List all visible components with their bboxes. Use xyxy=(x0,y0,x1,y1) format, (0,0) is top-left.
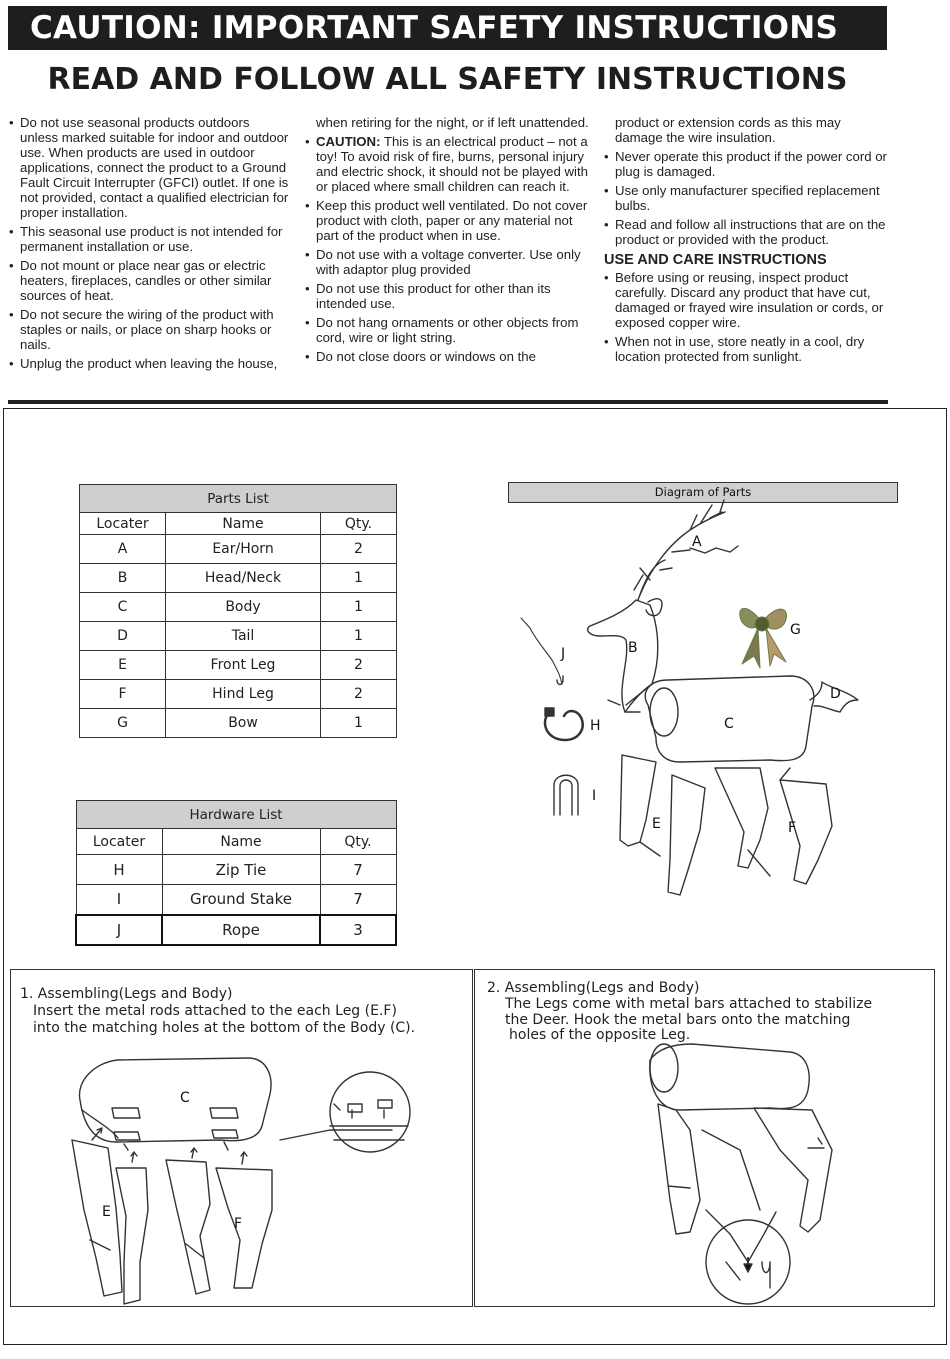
instruction-item: • Do not use this product for other than its intended use. xyxy=(305,281,551,311)
step2-title: 2. Assembling(Legs and Body) xyxy=(487,980,700,996)
care-heading: USE AND CARE INSTRUCTIONS xyxy=(604,252,827,268)
instruction-item: • This seasonal use product is not intended for permanent installation or use. xyxy=(9,224,283,254)
bow-g xyxy=(740,608,787,668)
step1-title: 1. Assembling(Legs and Body) xyxy=(20,986,233,1002)
table-row: B Head/Neck 1 xyxy=(80,564,397,593)
label-b: B xyxy=(628,640,638,656)
diagram-title: Diagram of Parts xyxy=(508,482,898,503)
ear xyxy=(646,599,662,616)
instruction-item: • Do not use with a voltage converter. Use only with adaptor plug provided xyxy=(305,247,581,277)
page-subtitle: READ AND FOLLOW ALL SAFETY INSTRUCTIONS xyxy=(47,62,848,97)
label-g: G xyxy=(790,622,801,638)
column-header: Locater xyxy=(76,829,162,855)
table-row: D Tail 1 xyxy=(80,622,397,651)
label-f: F xyxy=(788,820,797,836)
instruction-item: • Do not mount or place near gas or electric heaters, fireplaces, candles or other similar sources of heat. xyxy=(9,258,272,303)
head-neck-b xyxy=(588,600,658,712)
table-row: I Ground Stake 7 xyxy=(76,885,396,915)
label-h: H xyxy=(590,718,601,734)
table-row: A Ear/Horn 2 xyxy=(80,535,397,564)
rope-j xyxy=(521,618,562,684)
instruction-continued: when retiring for the night, or if left unattended. xyxy=(316,115,589,130)
instruction-item: • Do not close doors or windows on the xyxy=(305,349,536,364)
step1-text-line1: Insert the metal rods attached to the each Leg (E.F) xyxy=(33,1003,397,1019)
column-header: Qty. xyxy=(321,513,397,535)
instruction-item: • Do not hang ornaments or other objects from cord, wire or light string. xyxy=(305,315,579,345)
instruction-item: • Never operate this product if the power cord or plug is damaged. xyxy=(604,149,887,179)
hind-leg-f xyxy=(715,768,768,868)
table-row: F Hind Leg 2 xyxy=(80,680,397,709)
instruction-item: • Keep this product well ventilated. Do not cover product with cloth, paper or any material not part of the product when in use. xyxy=(305,198,588,243)
caution-banner: CAUTION: IMPORTANT SAFETY INSTRUCTIONS xyxy=(8,6,887,50)
care-item: • When not in use, store neatly in a cool, dry location protected from sunlight. xyxy=(604,334,865,364)
instruction-item: • Unplug the product when leaving the house, xyxy=(9,356,278,371)
step2-text-line2: the Deer. Hook the metal bars onto the matching xyxy=(505,1012,851,1028)
step1-text-line2: into the matching holes at the bottom of the Body (C). xyxy=(33,1020,416,1036)
instruction-item: • Use only manufacturer specified replacement bulbs. xyxy=(604,183,880,213)
column-header: Locater xyxy=(80,513,166,535)
reindeer-diagram xyxy=(521,500,858,895)
table-row: J Rope 3 xyxy=(76,915,396,945)
antler-a xyxy=(640,500,738,595)
parts-list-title: Parts List xyxy=(80,485,397,513)
caution-item: • CAUTION: This is an electrical product – not a toy! To avoid risk of fire, burns, personal injury and electric shock, it should not be played with or placed where small children can reach it. xyxy=(305,134,588,194)
column-header: Name xyxy=(162,829,320,855)
step1-label-c: C xyxy=(180,1090,190,1106)
step2-text-line1: The Legs come with metal bars attached to stabilize xyxy=(505,996,873,1012)
hardware-list-title: Hardware List xyxy=(76,801,396,829)
step1-label-e: E xyxy=(102,1204,111,1220)
step1-label-f: F xyxy=(234,1216,243,1232)
instruction-item: • Do not use seasonal products outdoors unless marked suitable for indoor and outdoor use. When products are used in outdoor applications, connect the product to a Ground Fault Circuit Interrupter (GFCI) outlet. If one is not provided, contact a qualified electrician for proper installation. xyxy=(9,115,289,220)
label-i: I xyxy=(592,788,597,804)
ground-stake-i xyxy=(554,775,578,815)
instruction-continued: product or extension cords as this may damage the wire insulation. xyxy=(615,115,841,145)
column-header: Name xyxy=(166,513,321,535)
table-row: H Zip Tie 7 xyxy=(76,855,396,885)
label-a: A xyxy=(692,534,702,550)
label-e: E xyxy=(652,816,661,832)
label-j: J xyxy=(561,646,566,662)
column-header: Qty. xyxy=(320,829,396,855)
label-d: D xyxy=(830,686,841,702)
table-row: C Body 1 xyxy=(80,593,397,622)
table-row: G Bow 1 xyxy=(80,709,397,738)
front-leg-e xyxy=(620,755,656,846)
step2-text-line3: holes of the opposite Leg. xyxy=(509,1027,691,1043)
instruction-item: • Do not secure the wiring of the product with staples or nails, or place on sharp hooks or nails. xyxy=(9,307,274,352)
instruction-item: • Read and follow all instructions that are on the product or provided with the product. xyxy=(604,217,886,247)
table-row: E Front Leg 2 xyxy=(80,651,397,680)
label-c: C xyxy=(724,716,734,732)
care-item: • Before using or reusing, inspect product carefully. Discard any product that have cut, damaged or frayed wire insulation or cords, or exposed copper wire. xyxy=(604,270,884,330)
